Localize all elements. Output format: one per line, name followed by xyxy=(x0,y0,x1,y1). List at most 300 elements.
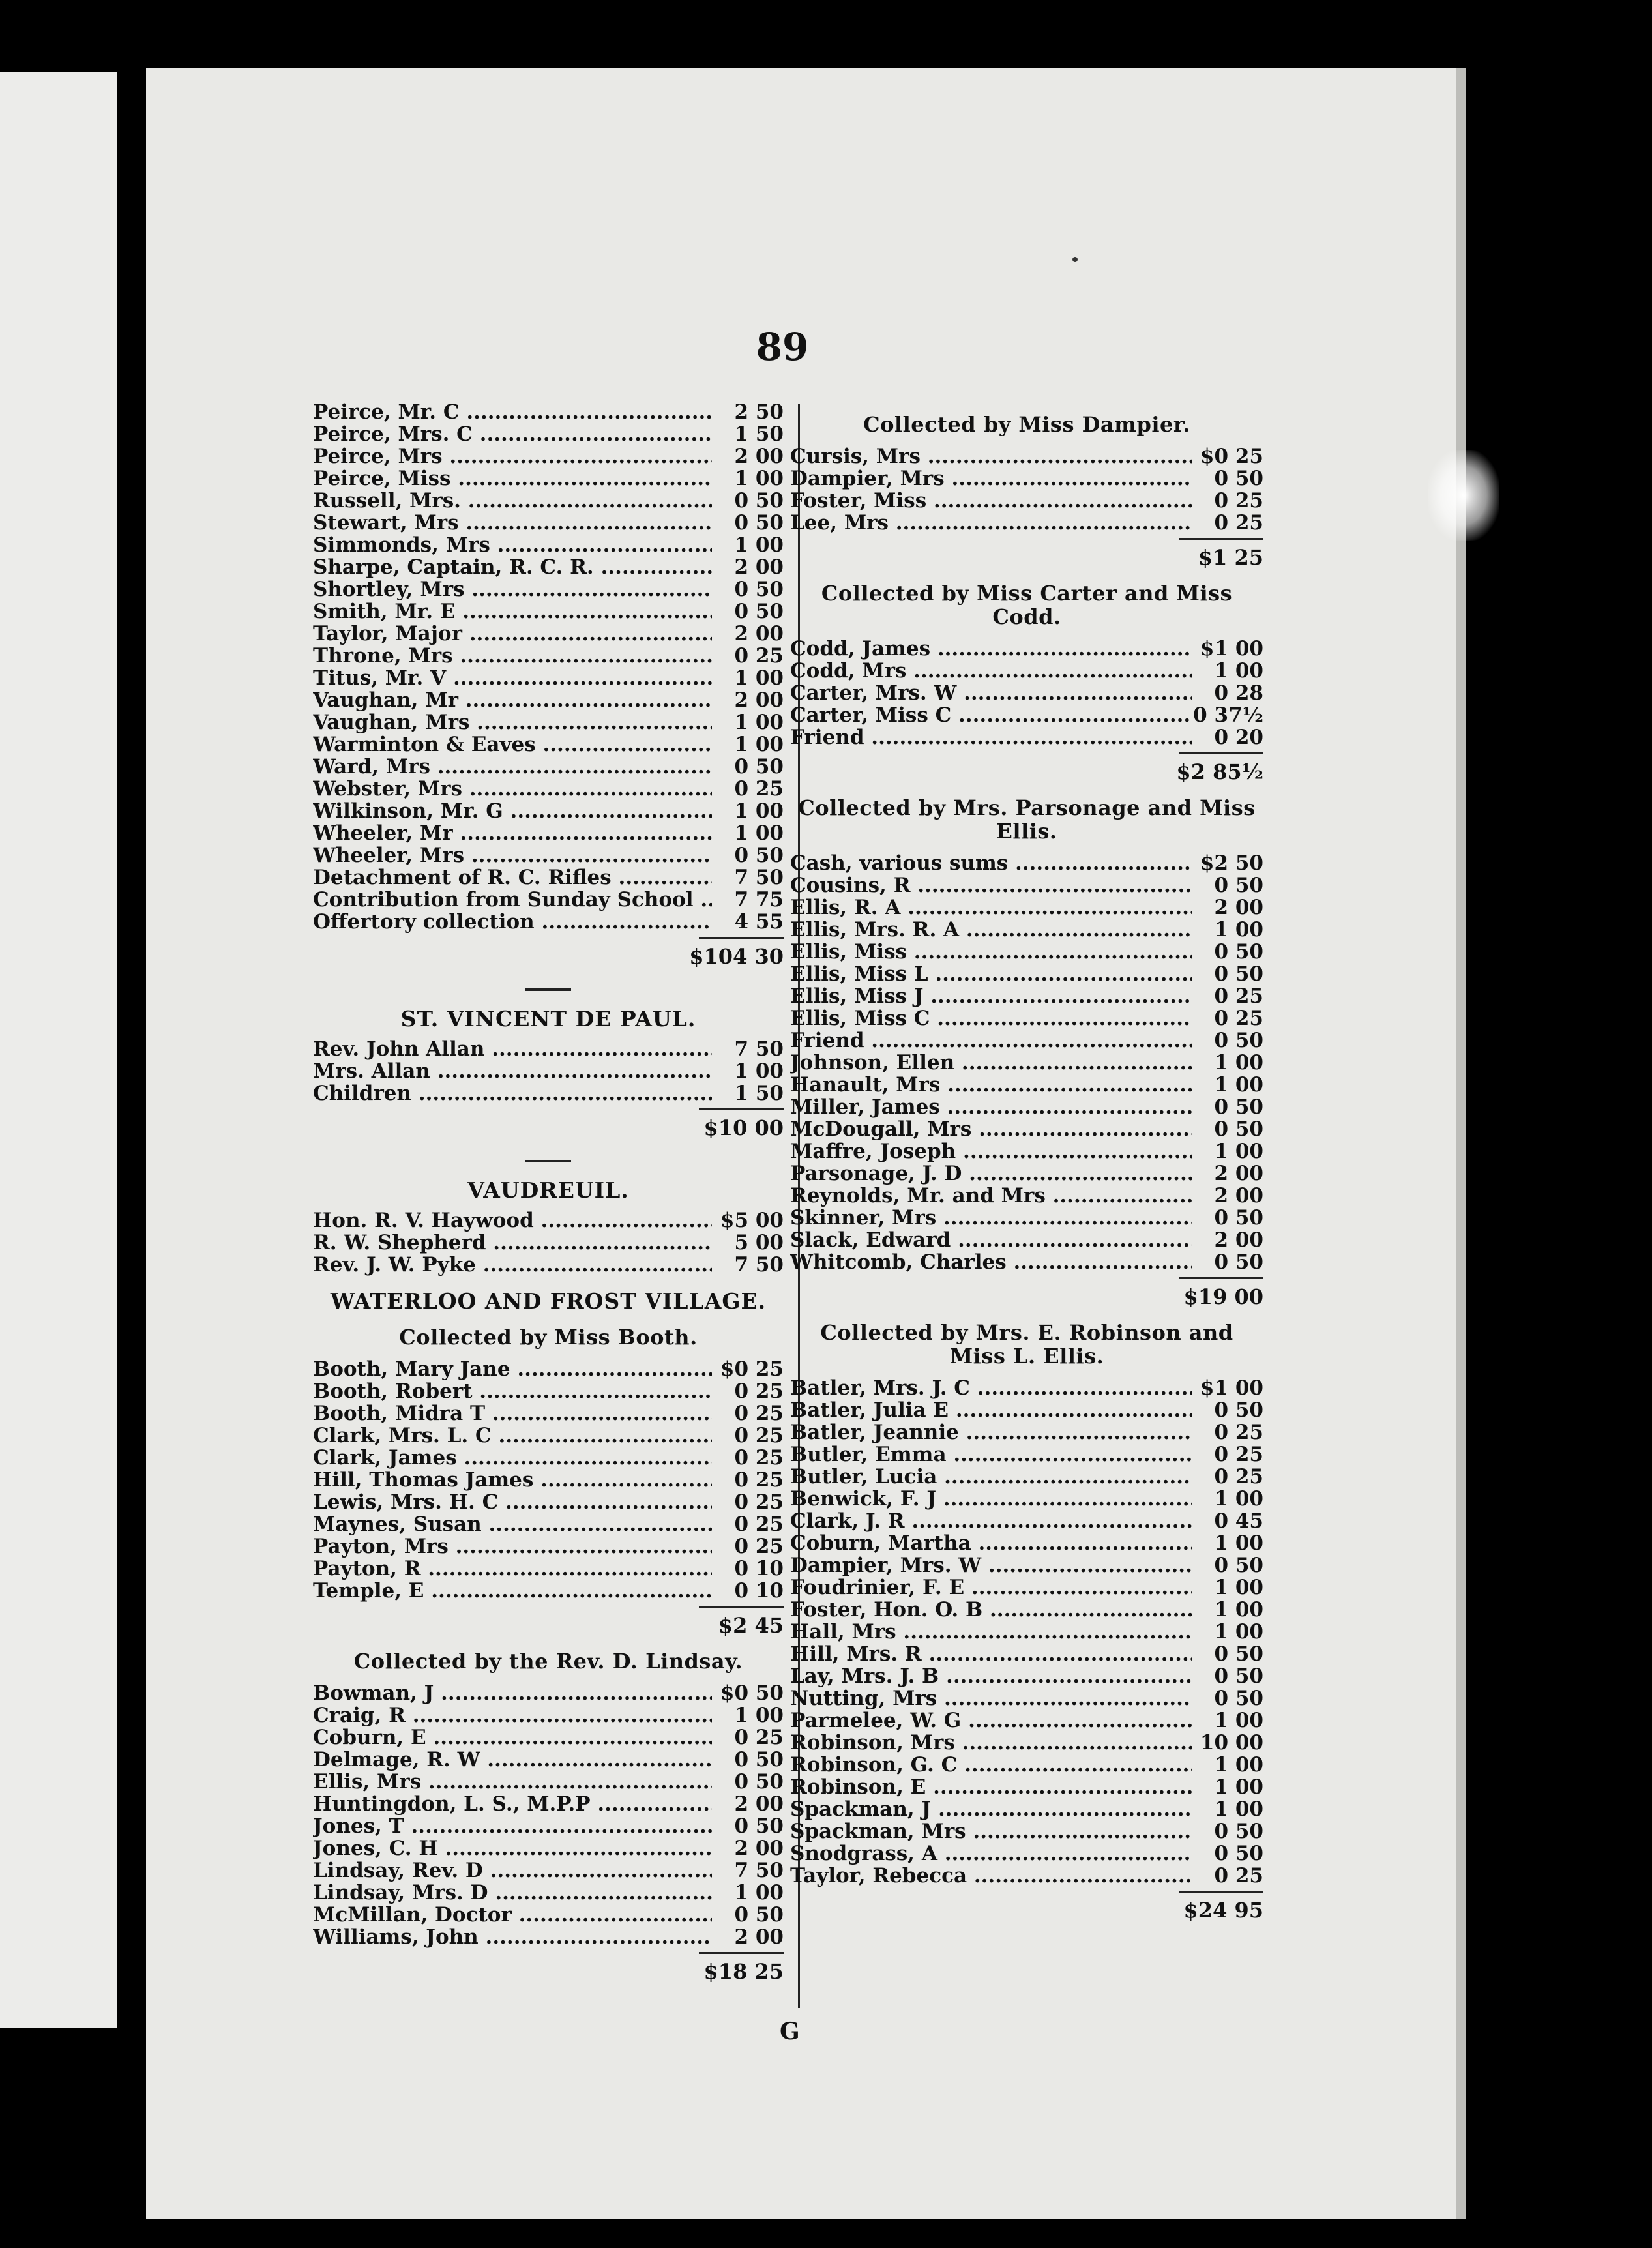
contribution-amount: 1 00 xyxy=(1214,1140,1263,1163)
contribution-amount: 0 50 xyxy=(734,600,784,623)
contributor-name: McMillan, Doctor ..... xyxy=(313,1904,712,1926)
contributor-name: Peirce, Mrs. C ..... xyxy=(313,423,712,445)
entry-row xyxy=(790,852,1263,874)
contributor-name: Foster, Miss ..... xyxy=(790,490,1192,512)
contribution-amount: 0 50 xyxy=(1214,1687,1263,1710)
contributor-name: Robinson, Mrs ..... xyxy=(790,1732,1192,1754)
entry-row xyxy=(790,704,1263,726)
entry-row xyxy=(790,1118,1263,1140)
contributor-name: Lee, Mrs ..... xyxy=(790,512,1192,534)
contributor-name: Hall, Mrs ..... xyxy=(790,1621,1192,1643)
contribution-amount: 0 50 xyxy=(1214,1206,1263,1230)
contribution-amount: 0 25 xyxy=(1214,984,1263,1008)
contributor-name: Slack, Edward ..... xyxy=(790,1229,1192,1251)
contribution-amount: 7 75 xyxy=(734,888,784,911)
contribution-amount: 0 25 xyxy=(1214,1421,1263,1444)
contributor-name: Wheeler, Mr ..... xyxy=(313,822,712,844)
entry-row xyxy=(790,1399,1263,1421)
contributor-name: Ellis, Mrs ..... xyxy=(313,1771,712,1793)
contributor-name: Foudrinier, F. E ..... xyxy=(790,1576,1192,1599)
contributor-name: Batler, Julia E ..... xyxy=(790,1399,1192,1421)
entry-row xyxy=(313,911,784,933)
contributor-name: Mrs. Allan ..... xyxy=(313,1060,712,1082)
contributor-name: Reynolds, Mr. and Mrs ..... xyxy=(790,1185,1192,1207)
contribution-amount: 1 00 xyxy=(1214,1576,1263,1599)
contributor-name: Simmonds, Mrs ..... xyxy=(313,534,712,556)
contributor-name: Carter, Miss C ..... xyxy=(790,704,1192,726)
contribution-amount: 0 50 xyxy=(734,844,784,867)
entry-row xyxy=(790,1510,1263,1532)
section-total: $1 25 xyxy=(1198,545,1263,570)
entry-row xyxy=(313,1837,784,1859)
entry-row xyxy=(313,733,784,756)
contributor-name: Carter, Mrs. W ..... xyxy=(790,682,1192,704)
contributor-name: Vaughan, Mrs ..... xyxy=(313,711,712,733)
contribution-amount: 0 25 xyxy=(734,1424,784,1447)
entry-row xyxy=(313,1232,784,1254)
total-rule xyxy=(699,1108,784,1110)
contribution-amount: 0 50 xyxy=(1214,962,1263,986)
entry-row xyxy=(313,1425,784,1447)
contributor-name: Miller, James ..... xyxy=(790,1096,1192,1118)
contributor-name: Ellis, Miss J ..... xyxy=(790,985,1192,1007)
entry-row xyxy=(790,1776,1263,1798)
contributor-name: Ellis, Miss ..... xyxy=(790,941,1192,963)
contributor-name: McDougall, Mrs ..... xyxy=(790,1118,1192,1140)
contributor-name: Temple, E ..... xyxy=(313,1580,712,1602)
contribution-amount: 1 00 xyxy=(734,799,784,823)
entry-row xyxy=(313,1209,784,1232)
entry-row xyxy=(313,645,784,667)
contributor-name: Hill, Mrs. R ..... xyxy=(790,1643,1192,1665)
contributor-name: Taylor, Major ..... xyxy=(313,623,712,645)
contributor-name: Peirce, Mrs ..... xyxy=(313,445,712,467)
entry-row xyxy=(313,578,784,600)
contributor-name: Jones, T ..... xyxy=(313,1815,712,1837)
entry-row xyxy=(313,1904,784,1926)
contribution-amount: 0 25 xyxy=(734,1468,784,1492)
section-total: $18 25 xyxy=(703,1959,784,1984)
contributor-name: Booth, Midra T ..... xyxy=(313,1402,712,1425)
contributor-name: Cousins, R ..... xyxy=(790,874,1192,896)
contribution-amount: 1 00 xyxy=(1214,918,1263,941)
contribution-amount: 0 50 xyxy=(1214,1250,1263,1274)
contributor-name: Offertory collection ..... xyxy=(313,911,712,933)
section-heading: Collected by Miss Carter and Miss Codd. xyxy=(821,581,1233,629)
entry-row xyxy=(313,1358,784,1380)
total-rule xyxy=(1179,752,1263,754)
right-column xyxy=(790,401,1263,1923)
contribution-amount: $1 00 xyxy=(1200,1376,1263,1400)
contributor-name: Webster, Mrs ..... xyxy=(313,778,712,800)
contributor-name: Shortley, Mrs ..... xyxy=(313,578,712,600)
entry-row xyxy=(790,1140,1263,1162)
entry-row xyxy=(313,556,784,578)
contribution-amount: 1 00 xyxy=(734,711,784,734)
entry-row xyxy=(790,963,1263,985)
entry-row xyxy=(313,800,784,822)
contribution-amount: 0 25 xyxy=(1214,1443,1263,1466)
contribution-amount: 0 25 xyxy=(1214,489,1263,512)
contribution-amount: $0 25 xyxy=(1200,445,1263,468)
entry-row xyxy=(790,985,1263,1007)
contribution-amount: 0 50 xyxy=(1214,1095,1263,1119)
contribution-amount: 0 50 xyxy=(1214,1842,1263,1865)
total-rule xyxy=(1179,1891,1263,1893)
light-glare xyxy=(1428,450,1499,541)
section-total: $19 00 xyxy=(1183,1284,1263,1309)
contribution-amount: 0 45 xyxy=(1214,1509,1263,1533)
entry-row xyxy=(790,1096,1263,1118)
section xyxy=(313,988,784,1140)
contributor-name: Warminton & Eaves ..... xyxy=(313,733,712,756)
contribution-amount: 0 50 xyxy=(734,489,784,512)
entry-row xyxy=(790,1443,1263,1466)
separator-rule xyxy=(525,988,571,991)
section xyxy=(790,582,1263,784)
contribution-amount: 0 28 xyxy=(1214,681,1263,705)
contribution-amount: 0 50 xyxy=(1214,1642,1263,1666)
entry-row xyxy=(313,756,784,778)
contributor-name: Friend ..... xyxy=(790,1029,1192,1052)
contributor-name: Cursis, Mrs ..... xyxy=(790,445,1192,467)
entry-row xyxy=(313,445,784,467)
contributor-name: Butler, Emma ..... xyxy=(790,1443,1192,1466)
contributor-name: Robinson, G. C ..... xyxy=(790,1754,1192,1776)
contribution-amount: 2 00 xyxy=(734,688,784,712)
entry-row xyxy=(790,1554,1263,1576)
contributor-name: Maynes, Susan ..... xyxy=(313,1513,712,1535)
contribution-amount: 0 10 xyxy=(734,1579,784,1603)
contribution-amount: 1 00 xyxy=(734,821,784,845)
page-number: 89 xyxy=(756,325,809,369)
contributor-name: Williams, John ..... xyxy=(313,1926,712,1948)
contribution-amount: 0 25 xyxy=(734,777,784,801)
contribution-amount: 1 00 xyxy=(1214,1051,1263,1074)
contributor-name: Dampier, Mrs. W ..... xyxy=(790,1554,1192,1576)
entry-row xyxy=(790,638,1263,660)
section xyxy=(313,401,784,969)
contribution-amount: 0 50 xyxy=(1214,874,1263,897)
contribution-amount: 0 50 xyxy=(734,1903,784,1927)
contributor-name: Dampier, Mrs ..... xyxy=(790,467,1192,490)
entry-row xyxy=(313,1815,784,1837)
contribution-amount: 1 00 xyxy=(734,666,784,690)
contributor-name: Hill, Thomas James ..... xyxy=(313,1469,712,1491)
total-rule xyxy=(699,937,784,939)
contribution-amount: 1 00 xyxy=(734,467,784,490)
contributor-name: Rev. J. W. Pyke ..... xyxy=(313,1254,712,1276)
contribution-amount: 0 25 xyxy=(734,1402,784,1425)
contributor-name: Friend ..... xyxy=(790,726,1192,748)
adjacent-page-edge xyxy=(0,72,117,2028)
contributor-name: Ellis, Miss L ..... xyxy=(790,963,1192,985)
entry-row xyxy=(790,1162,1263,1185)
contribution-amount: 2 00 xyxy=(734,1925,784,1949)
contribution-amount: 7 50 xyxy=(734,1859,784,1882)
contribution-amount: 0 50 xyxy=(734,755,784,778)
contributor-name: Lindsay, Mrs. D ..... xyxy=(313,1882,712,1904)
entry-row xyxy=(313,401,784,423)
contributor-name: Wheeler, Mrs ..... xyxy=(313,844,712,866)
entry-row xyxy=(790,1229,1263,1251)
section-heading: Collected by Miss Booth. xyxy=(399,1325,698,1350)
contributor-name: Skinner, Mrs ..... xyxy=(790,1207,1192,1229)
entry-row xyxy=(790,726,1263,748)
entry-row xyxy=(790,512,1263,534)
entry-row xyxy=(790,1599,1263,1621)
section-title: WATERLOO AND FROST VILLAGE. xyxy=(330,1288,767,1314)
section-heading: ST. VINCENT DE PAUL. xyxy=(400,1006,696,1031)
entry-row xyxy=(790,1074,1263,1096)
entry-row xyxy=(790,467,1263,490)
contributor-name: Clark, Mrs. L. C ..... xyxy=(313,1425,712,1447)
entry-row xyxy=(790,1207,1263,1229)
contribution-amount: $5 00 xyxy=(720,1209,784,1232)
contribution-amount: 0 50 xyxy=(1214,1117,1263,1141)
section-heading: Collected by Mrs. Parsonage and Miss Ellis. xyxy=(798,795,1256,844)
contribution-amount: 7 50 xyxy=(734,1037,784,1061)
contributor-name: Spackman, Mrs ..... xyxy=(790,1820,1192,1842)
entry-row xyxy=(313,1254,784,1276)
contribution-amount: 2 00 xyxy=(1214,1162,1263,1185)
contribution-amount: $0 25 xyxy=(720,1357,784,1381)
total-rule xyxy=(1179,1277,1263,1279)
entry-row xyxy=(790,1820,1263,1842)
entry-row xyxy=(790,1732,1263,1754)
entry-row xyxy=(790,919,1263,941)
entry-row xyxy=(790,1643,1263,1665)
contributor-name: Craig, R ..... xyxy=(313,1704,712,1726)
entry-row xyxy=(313,1082,784,1104)
contributor-name: Nutting, Mrs ..... xyxy=(790,1687,1192,1709)
contributor-name: Spackman, J ..... xyxy=(790,1798,1192,1820)
entry-row xyxy=(790,1421,1263,1443)
contributor-name: Foster, Hon. O. B ..... xyxy=(790,1599,1192,1621)
entry-row xyxy=(313,1704,784,1726)
contribution-amount: 1 00 xyxy=(1214,1620,1263,1644)
contribution-amount: 2 00 xyxy=(734,555,784,579)
entry-row xyxy=(790,874,1263,896)
contributor-name: Hanault, Mrs ..... xyxy=(790,1074,1192,1096)
entry-row xyxy=(790,1466,1263,1488)
entry-row xyxy=(313,1793,784,1815)
entry-row xyxy=(790,1251,1263,1273)
contribution-amount: 0 50 xyxy=(734,511,784,535)
contribution-amount: 0 50 xyxy=(1214,1029,1263,1052)
contribution-amount: 1 00 xyxy=(1214,659,1263,683)
contributor-name: Lewis, Mrs. H. C ..... xyxy=(313,1491,712,1513)
left-column xyxy=(313,401,784,1984)
entry-row xyxy=(790,1665,1263,1687)
total-rule xyxy=(699,1952,784,1954)
contribution-amount: 0 25 xyxy=(734,644,784,668)
entry-row xyxy=(313,667,784,689)
entry-row xyxy=(790,1532,1263,1554)
contribution-amount: $0 50 xyxy=(720,1681,784,1705)
contributor-name: Batler, Mrs. J. C ..... xyxy=(790,1377,1192,1399)
contributor-name: Booth, Mary Jane ..... xyxy=(313,1358,712,1380)
contribution-amount: 1 00 xyxy=(1214,1487,1263,1511)
contributor-name: Lay, Mrs. J. B ..... xyxy=(790,1665,1192,1687)
entry-row xyxy=(313,1060,784,1082)
entry-row xyxy=(313,844,784,866)
contribution-amount: 1 00 xyxy=(1214,1073,1263,1097)
contributor-name: Taylor, Rebecca ..... xyxy=(790,1865,1192,1887)
contributor-name: Contribution from Sunday School ..... xyxy=(313,889,712,911)
contributor-name: Coburn, Martha ..... xyxy=(790,1532,1192,1554)
contributor-name: Ellis, Mrs. R. A ..... xyxy=(790,919,1192,941)
contribution-amount: 1 00 xyxy=(1214,1709,1263,1732)
contributor-name: Rev. John Allan ..... xyxy=(313,1038,712,1060)
contribution-amount: 0 37½ xyxy=(1193,703,1263,727)
contribution-amount: 1 00 xyxy=(734,1059,784,1083)
entry-row xyxy=(313,512,784,534)
entry-row xyxy=(313,778,784,800)
entry-row xyxy=(790,1029,1263,1052)
section xyxy=(790,796,1263,1309)
contribution-amount: 1 00 xyxy=(1214,1753,1263,1777)
ink-speck xyxy=(1072,257,1078,262)
total-rule xyxy=(1179,538,1263,540)
entry-row xyxy=(790,1842,1263,1865)
entry-row xyxy=(790,1798,1263,1820)
contribution-amount: 1 00 xyxy=(1214,1775,1263,1799)
contributor-name: Benwick, F. J ..... xyxy=(790,1488,1192,1510)
contributor-name: Clark, J. R ..... xyxy=(790,1510,1192,1532)
contributor-name: Hon. R. V. Haywood ..... xyxy=(313,1209,712,1232)
entry-row xyxy=(790,682,1263,704)
section xyxy=(790,1321,1263,1923)
entry-row xyxy=(313,1859,784,1882)
contributor-name: Ellis, Miss C ..... xyxy=(790,1007,1192,1029)
total-rule xyxy=(699,1606,784,1608)
contributor-name: Butler, Lucia ..... xyxy=(790,1466,1192,1488)
contribution-amount: 1 00 xyxy=(734,1881,784,1904)
contribution-amount: $1 00 xyxy=(1200,637,1263,660)
entry-row xyxy=(790,1052,1263,1074)
contributor-name: Russell, Mrs. ..... xyxy=(313,490,712,512)
entry-row xyxy=(790,1709,1263,1732)
contributor-name: Stewart, Mrs ..... xyxy=(313,512,712,534)
contribution-amount: 7 50 xyxy=(734,1253,784,1277)
section-total: $104 30 xyxy=(689,944,784,969)
section-total: $10 00 xyxy=(703,1116,784,1140)
contribution-amount: 0 50 xyxy=(1214,1820,1263,1843)
entry-row xyxy=(313,1882,784,1904)
entry-row xyxy=(790,941,1263,963)
entry-row xyxy=(313,1380,784,1402)
signature-mark: G xyxy=(780,2018,800,2045)
contribution-amount: 0 50 xyxy=(1214,467,1263,490)
contribution-amount: 1 00 xyxy=(734,1704,784,1727)
contribution-amount: 0 50 xyxy=(1214,1398,1263,1422)
contributor-name: Peirce, Mr. C ..... xyxy=(313,401,712,423)
contribution-amount: 0 25 xyxy=(734,1726,784,1749)
contribution-amount: 2 50 xyxy=(734,400,784,424)
contributor-name: Vaughan, Mr ..... xyxy=(313,689,712,711)
contribution-amount: 7 50 xyxy=(734,866,784,889)
section-heading: Collected by Mrs. E. Robinson and Miss L. Ellis. xyxy=(820,1320,1233,1368)
entry-row xyxy=(313,689,784,711)
entry-row xyxy=(790,1007,1263,1029)
contribution-amount: 1 00 xyxy=(1214,1797,1263,1821)
contribution-amount: 1 50 xyxy=(734,422,784,446)
contribution-amount: 0 50 xyxy=(734,1770,784,1794)
entry-row xyxy=(313,467,784,490)
contribution-amount: 0 50 xyxy=(1214,940,1263,964)
entry-row xyxy=(313,1513,784,1535)
contribution-amount: 2 00 xyxy=(1214,1184,1263,1207)
section xyxy=(313,1325,784,1638)
contribution-amount: 1 00 xyxy=(1214,1531,1263,1555)
contribution-amount: 10 00 xyxy=(1200,1731,1263,1754)
section-total: $2 85½ xyxy=(1176,760,1263,784)
entry-row xyxy=(313,1726,784,1749)
contribution-amount: 0 25 xyxy=(1214,1465,1263,1488)
contribution-amount: 2 00 xyxy=(734,1792,784,1816)
contribution-amount: 0 20 xyxy=(1214,726,1263,749)
contribution-amount: 1 00 xyxy=(734,533,784,557)
contribution-amount: 2 00 xyxy=(734,445,784,468)
contribution-amount: 2 00 xyxy=(734,622,784,645)
contributor-name: Codd, Mrs ..... xyxy=(790,660,1192,682)
section xyxy=(313,1160,784,1276)
section-heading: Collected by the Rev. D. Lindsay. xyxy=(353,1649,743,1674)
contribution-amount: 2 00 xyxy=(1214,1228,1263,1252)
contribution-amount: 0 25 xyxy=(1214,1007,1263,1030)
contribution-amount: 2 00 xyxy=(1214,896,1263,919)
entry-row xyxy=(313,711,784,733)
contribution-amount: 2 00 xyxy=(734,1837,784,1860)
contribution-amount: 0 50 xyxy=(1214,1554,1263,1577)
contribution-amount: 0 25 xyxy=(1214,1864,1263,1887)
contributor-name: Lindsay, Rev. D ..... xyxy=(313,1859,712,1882)
entry-row xyxy=(313,1469,784,1491)
contributor-name: Batler, Jeannie ..... xyxy=(790,1421,1192,1443)
contribution-amount: 0 25 xyxy=(734,1380,784,1403)
contributor-name: Johnson, Ellen ..... xyxy=(790,1052,1192,1074)
entry-row xyxy=(313,1580,784,1602)
contribution-amount: 4 55 xyxy=(734,910,784,934)
contribution-amount: 5 00 xyxy=(734,1231,784,1254)
entry-row xyxy=(790,660,1263,682)
contributor-name: Wilkinson, Mr. G ..... xyxy=(313,800,712,822)
entry-row xyxy=(313,889,784,911)
contributor-name: Whitcomb, Charles ..... xyxy=(790,1251,1192,1273)
entry-row xyxy=(313,1558,784,1580)
contributor-name: Maffre, Joseph ..... xyxy=(790,1140,1192,1162)
entry-row xyxy=(790,445,1263,467)
contributor-name: Sharpe, Captain, R. C. R. ..... xyxy=(313,556,712,578)
section xyxy=(313,1289,784,1314)
entry-row xyxy=(313,822,784,844)
entry-row xyxy=(790,1687,1263,1709)
entry-row xyxy=(790,1754,1263,1776)
entry-row xyxy=(313,623,784,645)
section-total: $24 95 xyxy=(1183,1898,1263,1923)
contributor-name: Payton, Mrs ..... xyxy=(313,1535,712,1558)
contributor-name: Jones, C. H ..... xyxy=(313,1837,712,1859)
contribution-amount: 1 00 xyxy=(1214,1598,1263,1621)
contributor-name: Bowman, J ..... xyxy=(313,1682,712,1704)
contribution-amount: 0 25 xyxy=(734,1446,784,1470)
section-heading: Collected by Miss Dampier. xyxy=(863,412,1190,437)
entry-row xyxy=(313,1682,784,1704)
contribution-amount: 0 50 xyxy=(734,1748,784,1771)
section-heading: VAUDREUIL. xyxy=(467,1177,629,1203)
contributor-name: Clark, James ..... xyxy=(313,1447,712,1469)
